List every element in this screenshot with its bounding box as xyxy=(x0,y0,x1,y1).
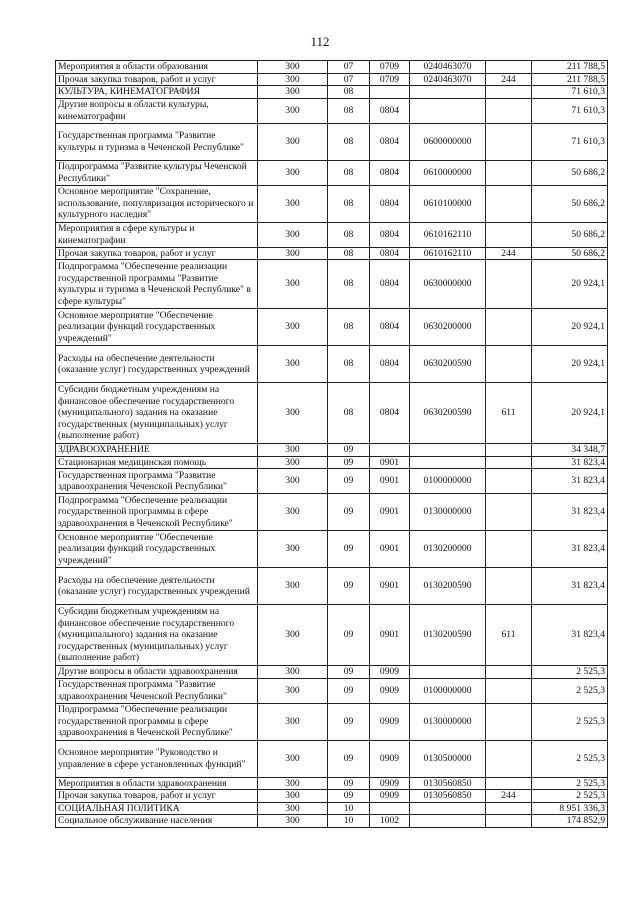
cell-type: 611 xyxy=(486,605,532,666)
cell-amount: 2 525,3 xyxy=(532,666,608,679)
cell-type xyxy=(486,309,532,346)
cell-amount: 211 788,5 xyxy=(532,73,608,86)
cell-amount: 31 823,4 xyxy=(532,494,608,531)
cell-type xyxy=(486,531,532,568)
cell-target: 0130200590 xyxy=(410,605,486,666)
cell-sub: 0804 xyxy=(370,346,410,383)
table-row xyxy=(56,98,608,123)
cell-sub: 0709 xyxy=(370,73,410,86)
page-number: 112 xyxy=(310,34,330,49)
table-row xyxy=(56,123,608,160)
cell-org: 300 xyxy=(258,531,328,568)
cell-type xyxy=(486,444,532,457)
cell-org: 300 xyxy=(258,123,328,160)
cell-sub: 0804 xyxy=(370,383,410,444)
cell-target xyxy=(410,86,486,99)
cell-org: 300 xyxy=(258,456,328,469)
cell-org: 300 xyxy=(258,73,328,86)
cell-sec: 09 xyxy=(328,790,370,803)
cell-sec: 10 xyxy=(328,802,370,815)
table-row xyxy=(56,531,608,568)
cell-org: 300 xyxy=(258,605,328,666)
cell-org: 300 xyxy=(258,777,328,790)
cell-type xyxy=(486,568,532,605)
cell-target: 0130200000 xyxy=(410,531,486,568)
table-row xyxy=(56,605,608,666)
cell-amount: 2 525,3 xyxy=(532,777,608,790)
cell-target: 0610100000 xyxy=(410,185,486,222)
cell-name: Основное мероприятие "Обеспечение реализации функций государственных учреждений" xyxy=(56,309,258,346)
cell-name: Мероприятия в сфере культуры и кинематографии xyxy=(56,222,258,247)
cell-type xyxy=(486,678,532,703)
cell-name: Субсидии бюджетным учреждениям на финансовое обеспечение государственного (муниципального) задания на оказание государственных (муниципальных) услуг (выполнение работ) xyxy=(56,605,258,666)
cell-type xyxy=(486,740,532,777)
cell-name: Основное мероприятие "Обеспечение реализации функций государственных учреждений" xyxy=(56,531,258,568)
cell-sub: 0909 xyxy=(370,790,410,803)
cell-amount: 20 924,1 xyxy=(532,260,608,309)
cell-org: 300 xyxy=(258,494,328,531)
cell-name: Расходы на обеспечение деятельности (оказание услуг) государственных учреждений xyxy=(56,568,258,605)
cell-amount: 31 823,4 xyxy=(532,605,608,666)
cell-org: 300 xyxy=(258,61,328,74)
cell-amount: 71 610,3 xyxy=(532,123,608,160)
cell-amount: 31 823,4 xyxy=(532,568,608,605)
cell-org: 300 xyxy=(258,703,328,740)
cell-name: Основное мероприятие "Сохранение, использование, популяризация исторического и культурного наследия" xyxy=(56,185,258,222)
cell-type xyxy=(486,160,532,185)
cell-sec: 09 xyxy=(328,605,370,666)
cell-amount: 20 924,1 xyxy=(532,309,608,346)
cell-sub: 0909 xyxy=(370,703,410,740)
cell-org: 300 xyxy=(258,383,328,444)
cell-org: 300 xyxy=(258,802,328,815)
cell-target xyxy=(410,444,486,457)
cell-amount: 50 686,2 xyxy=(532,160,608,185)
cell-sec: 09 xyxy=(328,703,370,740)
cell-type xyxy=(486,222,532,247)
cell-sub: 0901 xyxy=(370,456,410,469)
cell-target xyxy=(410,456,486,469)
cell-sec: 09 xyxy=(328,469,370,494)
cell-target: 0100000000 xyxy=(410,469,486,494)
cell-target: 0630200590 xyxy=(410,383,486,444)
cell-sec: 08 xyxy=(328,309,370,346)
cell-amount: 211 788,5 xyxy=(532,61,608,74)
cell-type xyxy=(486,346,532,383)
cell-target: 0130000000 xyxy=(410,494,486,531)
cell-sec: 07 xyxy=(328,61,370,74)
cell-org: 300 xyxy=(258,790,328,803)
cell-amount: 2 525,3 xyxy=(532,703,608,740)
cell-name: Подпрограмма "Развитие культуры Чеченской Республики" xyxy=(56,160,258,185)
cell-type xyxy=(486,456,532,469)
cell-sub: 0901 xyxy=(370,568,410,605)
table-row xyxy=(56,568,608,605)
cell-target xyxy=(410,666,486,679)
cell-target: 0630000000 xyxy=(410,260,486,309)
cell-type: 611 xyxy=(486,383,532,444)
cell-sec: 08 xyxy=(328,160,370,185)
table-row xyxy=(56,73,608,86)
cell-sec: 08 xyxy=(328,185,370,222)
cell-sub: 0804 xyxy=(370,222,410,247)
cell-target xyxy=(410,802,486,815)
cell-target: 0610000000 xyxy=(410,160,486,185)
table-row xyxy=(56,802,608,815)
cell-name: Основное мероприятие "Руководство и управление в сфере установленных функций" xyxy=(56,740,258,777)
cell-sec: 08 xyxy=(328,346,370,383)
cell-sec: 08 xyxy=(328,260,370,309)
cell-name: Мероприятия в области образования xyxy=(56,61,258,74)
cell-org: 300 xyxy=(258,160,328,185)
cell-sec: 07 xyxy=(328,73,370,86)
table-row xyxy=(56,222,608,247)
cell-org: 300 xyxy=(258,260,328,309)
cell-sub: 0909 xyxy=(370,678,410,703)
cell-sub: 0804 xyxy=(370,309,410,346)
cell-org: 300 xyxy=(258,185,328,222)
cell-target: 0100000000 xyxy=(410,678,486,703)
cell-name: Мероприятия в области здравоохранения xyxy=(56,777,258,790)
cell-org: 300 xyxy=(258,666,328,679)
table-row xyxy=(56,260,608,309)
cell-type xyxy=(486,61,532,74)
cell-sub: 0804 xyxy=(370,260,410,309)
cell-name: Другие вопросы в области здравоохранения xyxy=(56,666,258,679)
cell-amount: 50 686,2 xyxy=(532,222,608,247)
cell-sub: 0804 xyxy=(370,123,410,160)
cell-type: 244 xyxy=(486,247,532,260)
cell-type xyxy=(486,703,532,740)
cell-sub: 0901 xyxy=(370,494,410,531)
cell-sec: 09 xyxy=(328,531,370,568)
cell-name: Стационарная медицинская помощь xyxy=(56,456,258,469)
cell-type xyxy=(486,260,532,309)
cell-amount: 8 951 336,3 xyxy=(532,802,608,815)
table-row xyxy=(56,86,608,99)
cell-name: Государственная программа "Развитие культуры и туризма в Чеченской Республике" xyxy=(56,123,258,160)
cell-sec: 09 xyxy=(328,456,370,469)
cell-name: Государственная программа "Развитие здравоохранения Чеченской Республики" xyxy=(56,678,258,703)
cell-amount: 2 525,3 xyxy=(532,678,608,703)
cell-sec: 08 xyxy=(328,86,370,99)
cell-sec: 08 xyxy=(328,383,370,444)
table-row xyxy=(56,346,608,383)
cell-sec: 08 xyxy=(328,98,370,123)
cell-target: 0130500000 xyxy=(410,740,486,777)
cell-sec: 09 xyxy=(328,678,370,703)
cell-type xyxy=(486,802,532,815)
cell-sub xyxy=(370,444,410,457)
cell-sec: 09 xyxy=(328,444,370,457)
cell-sec: 08 xyxy=(328,247,370,260)
cell-target: 0630200590 xyxy=(410,346,486,383)
cell-name: Подпрограмма "Обеспечение реализации государственной программы "Развитие культуры и туризма в Чеченской Республике" в сфере культуры" xyxy=(56,260,258,309)
cell-amount: 50 686,2 xyxy=(532,185,608,222)
table-row xyxy=(56,815,608,828)
cell-sec: 09 xyxy=(328,568,370,605)
cell-amount: 20 924,1 xyxy=(532,383,608,444)
cell-type xyxy=(486,98,532,123)
table-row xyxy=(56,456,608,469)
cell-type xyxy=(486,777,532,790)
cell-target: 0130000000 xyxy=(410,703,486,740)
cell-sub: 0804 xyxy=(370,160,410,185)
cell-sub: 0804 xyxy=(370,185,410,222)
table-row xyxy=(56,383,608,444)
cell-target: 0130560850 xyxy=(410,790,486,803)
table-row xyxy=(56,247,608,260)
cell-amount: 34 348,7 xyxy=(532,444,608,457)
cell-name: Прочая закупка товаров, работ и услуг xyxy=(56,790,258,803)
budget-table xyxy=(55,60,608,828)
cell-org: 300 xyxy=(258,86,328,99)
cell-org: 300 xyxy=(258,740,328,777)
table-row xyxy=(56,678,608,703)
cell-amount: 2 525,3 xyxy=(532,740,608,777)
table-row xyxy=(56,160,608,185)
cell-target: 0610162110 xyxy=(410,247,486,260)
cell-org: 300 xyxy=(258,444,328,457)
cell-amount: 31 823,4 xyxy=(532,531,608,568)
cell-sub xyxy=(370,802,410,815)
cell-type xyxy=(486,494,532,531)
cell-sec: 09 xyxy=(328,494,370,531)
table-row xyxy=(56,309,608,346)
cell-target: 0630200000 xyxy=(410,309,486,346)
cell-name: Подпрограмма "Обеспечение реализации государственной программы в сфере здравоохранения в Чеченской Республике" xyxy=(56,494,258,531)
cell-type: 244 xyxy=(486,790,532,803)
table-row xyxy=(56,790,608,803)
cell-sub: 0901 xyxy=(370,531,410,568)
cell-amount: 2 525,3 xyxy=(532,790,608,803)
cell-sub: 0804 xyxy=(370,98,410,123)
cell-type xyxy=(486,123,532,160)
cell-name: СОЦИАЛЬНАЯ ПОЛИТИКА xyxy=(56,802,258,815)
cell-name: Другие вопросы в области культуры, кинематографии xyxy=(56,98,258,123)
cell-org: 300 xyxy=(258,222,328,247)
cell-type xyxy=(486,469,532,494)
table-row xyxy=(56,469,608,494)
cell-type xyxy=(486,185,532,222)
cell-type xyxy=(486,86,532,99)
cell-sub: 0909 xyxy=(370,666,410,679)
cell-org: 300 xyxy=(258,247,328,260)
cell-name: КУЛЬТУРА, КИНЕМАТОГРАФИЯ xyxy=(56,86,258,99)
cell-sec: 09 xyxy=(328,777,370,790)
cell-name: Прочая закупка товаров, работ и услуг xyxy=(56,247,258,260)
table-row xyxy=(56,777,608,790)
cell-org: 300 xyxy=(258,678,328,703)
cell-name: ЗДРАВООХРАНЕНИЕ xyxy=(56,444,258,457)
table-row xyxy=(56,666,608,679)
cell-target xyxy=(410,815,486,828)
cell-target: 0600000000 xyxy=(410,123,486,160)
cell-amount: 31 823,4 xyxy=(532,456,608,469)
table-row xyxy=(56,703,608,740)
table-row xyxy=(56,444,608,457)
cell-sub: 0901 xyxy=(370,469,410,494)
cell-sub: 0909 xyxy=(370,777,410,790)
cell-amount: 31 823,4 xyxy=(532,469,608,494)
cell-sub xyxy=(370,86,410,99)
cell-sec: 08 xyxy=(328,222,370,247)
cell-target xyxy=(410,98,486,123)
cell-sub: 0909 xyxy=(370,740,410,777)
cell-target: 0240463070 xyxy=(410,61,486,74)
cell-sub: 0709 xyxy=(370,61,410,74)
cell-name: Подпрограмма "Обеспечение реализации государственной программы в сфере здравоохранения в Чеченской Республике" xyxy=(56,703,258,740)
cell-amount: 50 686,2 xyxy=(532,247,608,260)
table-row xyxy=(56,740,608,777)
cell-type xyxy=(486,666,532,679)
cell-sec: 09 xyxy=(328,666,370,679)
cell-amount: 174 852,9 xyxy=(532,815,608,828)
cell-amount: 20 924,1 xyxy=(532,346,608,383)
cell-org: 300 xyxy=(258,346,328,383)
cell-sec: 08 xyxy=(328,123,370,160)
cell-sub: 1002 xyxy=(370,815,410,828)
table-row xyxy=(56,185,608,222)
cell-name: Расходы на обеспечение деятельности (оказание услуг) государственных учреждений xyxy=(56,346,258,383)
cell-target: 0130560850 xyxy=(410,777,486,790)
cell-name: Прочая закупка товаров, работ и услуг xyxy=(56,73,258,86)
table-row xyxy=(56,61,608,74)
cell-sub: 0901 xyxy=(370,605,410,666)
cell-target: 0610162110 xyxy=(410,222,486,247)
cell-org: 300 xyxy=(258,309,328,346)
cell-target: 0240463070 xyxy=(410,73,486,86)
cell-type xyxy=(486,815,532,828)
cell-org: 300 xyxy=(258,98,328,123)
cell-sec: 10 xyxy=(328,815,370,828)
cell-target: 0130200590 xyxy=(410,568,486,605)
cell-amount: 71 610,3 xyxy=(532,86,608,99)
cell-amount: 71 610,3 xyxy=(532,98,608,123)
cell-name: Социальное обслуживание населения xyxy=(56,815,258,828)
cell-org: 300 xyxy=(258,568,328,605)
cell-org: 300 xyxy=(258,469,328,494)
cell-name: Государственная программа "Развитие здравоохранения Чеченской Республики" xyxy=(56,469,258,494)
table-row xyxy=(56,494,608,531)
cell-org: 300 xyxy=(258,815,328,828)
cell-type: 244 xyxy=(486,73,532,86)
cell-sub: 0804 xyxy=(370,247,410,260)
cell-name: Субсидии бюджетным учреждениям на финансовое обеспечение государственного (муниципального) задания на оказание государственных (муниципальных) услуг (выполнение работ) xyxy=(56,383,258,444)
cell-sec: 09 xyxy=(328,740,370,777)
